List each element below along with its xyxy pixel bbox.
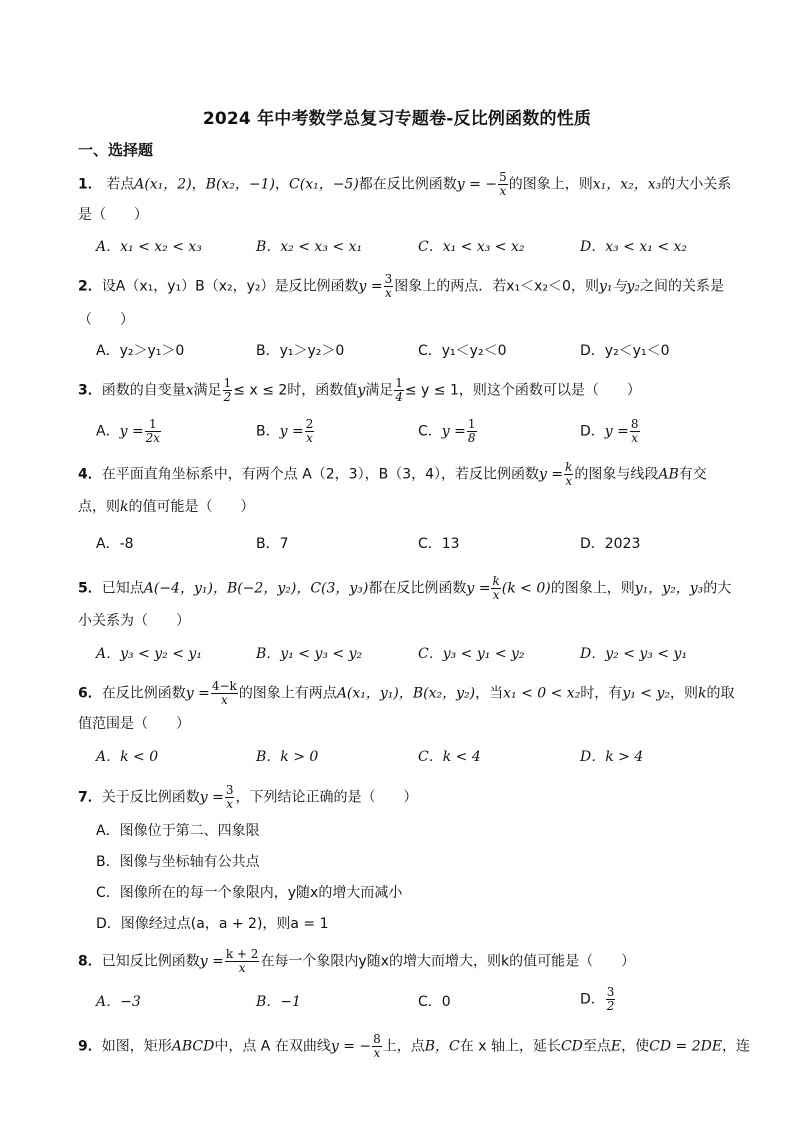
q4-option-c[interactable]: C．13: [418, 536, 460, 552]
q1-line2: 是（ ）: [78, 207, 148, 223]
q2-option-d[interactable]: D．y₂＜y₁＜0: [580, 343, 670, 359]
q5-option-d[interactable]: D．y₂ < y₃ < y₁: [580, 646, 688, 662]
q5-option-b[interactable]: B．y₁ < y₃ < y₂: [256, 646, 363, 662]
q3-option-a[interactable]: A．y = $\frac{1}{2x}$: [96, 417, 161, 445]
q7-option-c[interactable]: C．图像所在的每一个象限内，y随x的增大而减小: [96, 885, 403, 901]
q4-line2: 点，则k的值可能是（ ）: [78, 499, 255, 515]
q6-fraction: $\frac{4-k}{x}$: [211, 679, 237, 707]
q9-line1: 9．如图，矩形ABCD中，点 A 在双曲线y = − $\frac{8}{x}$ 上，点B，C在 x 轴上，延长CD至点E，使CD = 2DE，连: [78, 1032, 751, 1060]
section-heading: 一、选择题: [78, 141, 154, 159]
q9-fraction: $\frac{8}{x}$: [373, 1032, 381, 1060]
q8-option-d[interactable]: D． $\frac{3}{2}$: [580, 985, 615, 1013]
q1-fraction: $\frac{5}{x}$: [499, 170, 507, 198]
q2-line1: 2．设A（x₁，y₁）B（x₂，y₂）是反比例函数y = $\frac{3}{x}$ 图象上的两点．若x₁＜x₂＜0，则y₁与y₂之间的关系是: [78, 272, 725, 300]
q7-fraction: $\frac{3}{x}$: [225, 783, 234, 811]
q3-option-d[interactable]: D．y = $\frac{8}{x}$: [580, 417, 639, 445]
q8-option-b[interactable]: B．−1: [256, 994, 301, 1010]
q4-option-a[interactable]: A．-8: [96, 536, 134, 552]
q1-option-c[interactable]: C．x₁ < x₃ < x₂: [418, 239, 525, 255]
q1-option-b[interactable]: B．x₂ < x₃ < x₁: [256, 239, 363, 255]
q7-option-a[interactable]: A．图像位于第二、四象限: [96, 823, 260, 839]
q5-line2: 小关系为（ ）: [78, 613, 190, 629]
q3-line1: 3．函数的自变量x满足 $\frac{1}{2}$ ≤ x ≤ 2时，函数值y满足 $\frac{1}{4}$ ≤ y ≤ 1，则这个函数可以是（ ）: [78, 376, 641, 404]
q8-line1: 8．已知反比例函数y = $\frac{k + 2}{x}$ 在每一个象限内y随x的增大而增大，则k的值可能是（ ）: [78, 947, 636, 975]
q4-option-d[interactable]: D．2023: [580, 536, 641, 552]
q8-option-c[interactable]: C．0: [418, 994, 451, 1010]
q2-line2: （ ）: [78, 312, 134, 328]
q5-line1: 5．已知点A(−4，y₁)，B(−2，y₂)，C(3，y₃)都在反比例函数y = $\frac{k}{x}$ (k < 0)的图象上，则y₁，y₂，y₃的大: [78, 574, 732, 602]
q7-option-d[interactable]: D．图像经过点(a，a + 2)，则a = 1: [96, 916, 329, 932]
q7-line1: 7．关于反比例函数y = $\frac{3}{x}$ ，下列结论正确的是（ ）: [78, 783, 418, 811]
q1-number: 1．: [78, 176, 102, 193]
q6-line2: 值范围是（ ）: [78, 716, 190, 732]
q5-fraction: $\frac{k}{x}$: [492, 574, 500, 602]
q4-fraction: $\frac{k}{x}$: [565, 460, 573, 488]
q6-option-d[interactable]: D．k > 4: [580, 749, 644, 765]
q5-option-a[interactable]: A．y₃ < y₂ < y₁: [96, 646, 202, 662]
q4-line1: 4．在平面直角坐标系中，有两个点 A（2，3），B（3，4），若反比例函数y = $\frac{k}{x}$ 的图象与线段AB有交: [78, 460, 707, 488]
q1-option-a[interactable]: A．x₁ < x₂ < x₃: [96, 239, 202, 255]
q2-option-a[interactable]: A．y₂＞y₁＞0: [96, 343, 185, 359]
q4-option-b[interactable]: B．7: [256, 536, 289, 552]
q3-option-b[interactable]: B．y = $\frac{2}{x}$: [256, 417, 314, 445]
q1-option-d[interactable]: D．x₃ < x₁ < x₂: [580, 239, 688, 255]
q3-option-c[interactable]: C．y = $\frac{1}{8}$: [418, 417, 476, 445]
q3-fraction-half: $\frac{1}{2}$: [223, 376, 232, 404]
q5-option-c[interactable]: C．y₃ < y₁ < y₂: [418, 646, 525, 662]
q3-fraction-quarter: $\frac{1}{4}$: [395, 376, 403, 404]
q6-line1: 6．在反比例函数y = $\frac{4-k}{x}$ 的图象上有两点A(x₁，y₁)，B(x₂，y₂)，当x₁ < 0 < x₂时，有y₁ < y₂，则k的取: [78, 679, 735, 707]
q8-fraction: $\frac{k + 2}{x}$: [225, 947, 259, 975]
q6-option-b[interactable]: B．k > 0: [256, 749, 319, 765]
q8-option-a[interactable]: A．−3: [96, 994, 141, 1010]
q2-option-c[interactable]: C．y₁＜y₂＜0: [418, 343, 507, 359]
q1-line1: 1． 若点A(x₁，2)，B(x₂，−1)，C(x₁，−5)都在反比例函数y = − $\frac{5}{x}$ 的图象上，则x₁，x₂，x₃的大小关系: [78, 170, 732, 198]
q6-option-c[interactable]: C．k < 4: [418, 749, 481, 765]
document-title: 2024 年中考数学总复习专题卷-反比例函数的性质: [202, 109, 592, 129]
q2-option-b[interactable]: B．y₁＞y₂＞0: [256, 343, 345, 359]
q6-option-a[interactable]: A．k < 0: [96, 749, 159, 765]
q2-fraction: $\frac{3}{x}$: [384, 272, 393, 300]
q7-option-b[interactable]: B．图像与坐标轴有公共点: [96, 854, 260, 870]
